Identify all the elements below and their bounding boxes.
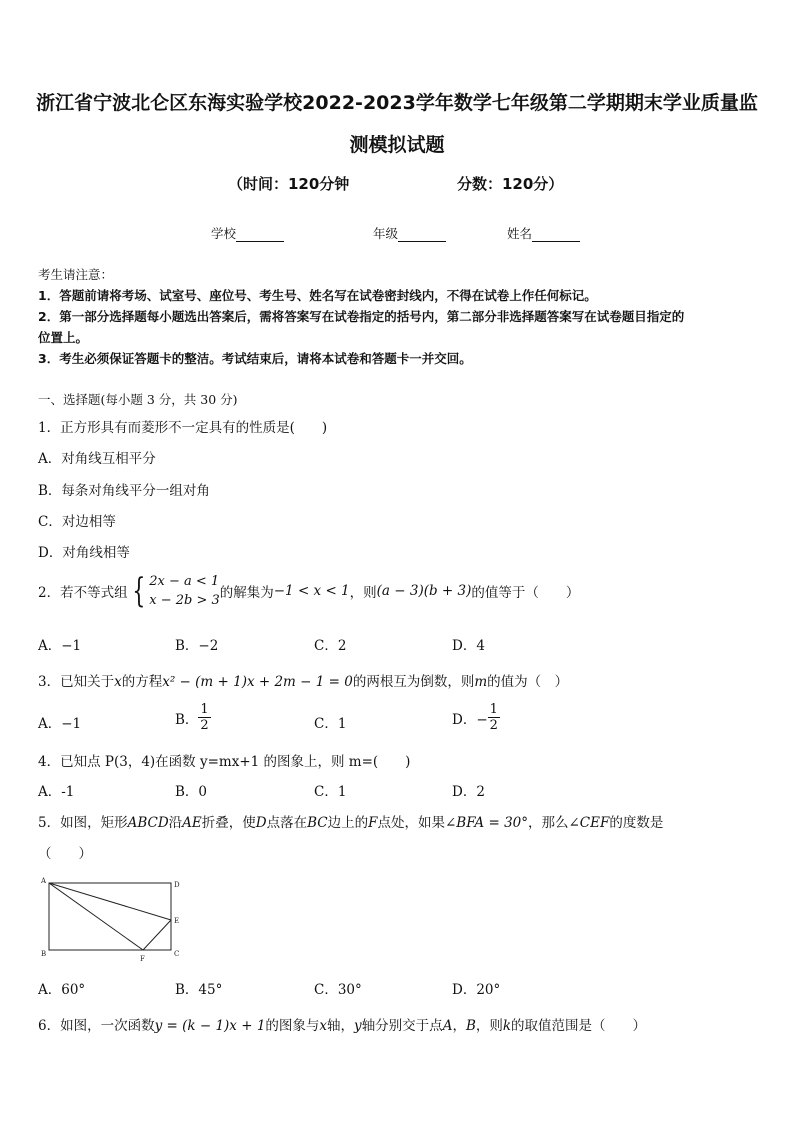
segment-ae: AE — [182, 815, 202, 831]
question-1-option-d: D．对角线相等 — [38, 545, 130, 561]
paper-title-line1: 浙江省宁波北仑区东海实验学校2022-2023学年数学七年级第二学期期末学业质量监 — [36, 92, 758, 114]
label-f: F — [140, 955, 145, 963]
grade-label: 年级 — [373, 226, 399, 241]
question-5-stem — [38, 811, 663, 831]
solution-range: −1 < x < 1 — [273, 583, 350, 599]
question-4-option-b: B．0 — [175, 784, 208, 800]
question-2-stem — [38, 572, 579, 610]
question-3-option-b — [175, 702, 211, 733]
angle-bfa: ∠BFA = 30° — [445, 815, 528, 831]
exam-time: （时间：120分钟 — [228, 175, 350, 193]
question-5-option-b: B．45° — [175, 982, 223, 998]
inequality-system — [149, 572, 220, 610]
school-field — [211, 224, 284, 242]
variable-m: m — [474, 674, 488, 690]
quadratic-equation: x² − (m + 1)x + 2m − 1 = 0 — [162, 674, 353, 690]
name-label: 姓名 — [507, 226, 533, 241]
angle-cef: ∠CEF — [568, 815, 610, 831]
paper-title-line2: 测模拟试题 — [349, 134, 445, 156]
point-d: D — [255, 815, 267, 831]
linear-function: y = (k − 1)x + 1 — [154, 1018, 266, 1034]
question-3-option-c: C．1 — [314, 716, 347, 732]
inequality-2: x − 2b > 3 — [149, 593, 220, 608]
question-4-option-c: C．1 — [314, 784, 347, 800]
denominator: 2 — [200, 718, 209, 733]
segment-bc: BC — [307, 815, 328, 831]
numerator: 1 — [489, 702, 498, 717]
q5-text-b: 沿 — [168, 815, 183, 831]
rectangle-fold-figure — [38, 872, 188, 964]
q5-text-c: 折叠，使 — [201, 815, 256, 831]
question-2-option-d: D．4 — [452, 638, 485, 654]
inequality-1: 2x − a < 1 — [149, 574, 220, 589]
school-blank — [236, 229, 284, 242]
question-4-option-d: D．2 — [452, 784, 485, 800]
question-2-mid: 的解集为 — [219, 585, 274, 601]
question-1-option-a: A．对角线互相平分 — [38, 451, 156, 467]
q5-text-h: 的度数是 — [609, 815, 664, 831]
label-c: C — [174, 950, 180, 958]
question-6-stem — [38, 1014, 646, 1034]
question-2-suffix: 的值等于（ ） — [471, 585, 580, 601]
name-field — [507, 224, 580, 242]
q6-comma: ， — [452, 1018, 466, 1034]
label-b: B — [41, 950, 47, 958]
question-5-option-c: C．30° — [314, 982, 362, 998]
notice-item-1: 1．答题前请将考场、试室号、座位号、考生号、姓名写在试卷密封线内，不得在试卷上作任何标记。 — [38, 288, 597, 303]
q6-text-e: ，则 — [475, 1018, 503, 1034]
question-2-option-c: C．2 — [314, 638, 347, 654]
question-1-option-c: C．对边相等 — [38, 514, 116, 530]
option-d-label: D．− — [452, 711, 488, 728]
notice-item-3: 3．考生必须保证答题卡的整洁。考试结束后，请将本试卷和答题卡一并交回。 — [38, 351, 472, 366]
segment-fe — [143, 920, 171, 950]
q6-text-b: 的图象与 — [265, 1018, 320, 1034]
variable-x: x — [114, 674, 122, 690]
question-3-mid2: 的两根互为倒数，则 — [352, 674, 475, 690]
point-b: B — [465, 1018, 476, 1034]
exam-score: 分数：120分） — [457, 175, 564, 193]
rect-abcd: ABCD — [127, 815, 169, 831]
numerator: 1 — [200, 702, 209, 717]
label-d: D — [174, 881, 180, 889]
q5-text-a: 5．如图，矩形 — [38, 815, 128, 831]
q5-text-f: 点处，如果 — [377, 815, 445, 831]
question-4-option-a: A．-1 — [38, 784, 75, 800]
system-brace: { — [131, 571, 145, 611]
question-2-mid2: ，则 — [349, 585, 377, 601]
question-2-option-a: A．−1 — [38, 638, 82, 654]
question-2-option-b: B．−2 — [175, 638, 219, 654]
question-1-option-b: B．每条对角线平分一组对角 — [38, 483, 210, 499]
grade-field — [373, 224, 446, 242]
q5-text-d: 点落在 — [266, 815, 308, 831]
grade-blank — [398, 229, 446, 242]
question-3-mid: 的方程 — [121, 674, 163, 690]
point-a: A — [442, 1018, 453, 1034]
name-blank — [532, 229, 580, 242]
question-3-stem — [38, 670, 568, 690]
q6-text-c: 轴， — [327, 1018, 355, 1034]
q6-text-f: 的取值范围是（ ） — [511, 1018, 647, 1034]
denominator: 2 — [489, 718, 498, 733]
school-label: 学校 — [211, 226, 237, 241]
q5-text-e: 边上的 — [327, 815, 369, 831]
product-expression: (a − 3)(b + 3) — [376, 583, 472, 599]
notice-heading: 考生请注意： — [38, 267, 114, 282]
section-heading: 一、选择题(每小题 3 分，共 30 分) — [38, 392, 238, 407]
q5-text-g: ，那么 — [528, 815, 569, 831]
question-3-option-a: A．−1 — [38, 716, 82, 732]
fraction-half — [198, 702, 210, 733]
notice-item-2: 2．第一部分选择题每小题选出答案后，需将答案写在试卷指定的括号内，第二部分非选择题答案写在试卷题目指定的 — [38, 309, 685, 324]
point-f: F — [368, 815, 378, 831]
fold-line-ae — [49, 883, 171, 920]
question-1-stem: 1．正方形具有而菱形不一定具有的性质是( ) — [38, 420, 328, 436]
fraction-neg-half — [488, 702, 500, 733]
label-e: E — [174, 917, 180, 925]
q6-text-d: 轴分别交于点 — [361, 1018, 443, 1034]
question-5-option-d: D．20° — [452, 982, 501, 998]
question-3-suffix: 的值为（ ） — [487, 674, 569, 690]
variable-k: k — [502, 1018, 512, 1034]
label-a: A — [41, 877, 47, 885]
question-2-prefix: 2．若不等式组 — [38, 585, 128, 601]
question-4-stem: 4．已知点 P(3，4)在函数 y=mx+1 的图象上，则 m=( ) — [38, 754, 411, 770]
option-b-label: B． — [175, 711, 199, 728]
question-3-option-d — [452, 702, 500, 733]
question-3-prefix: 3．已知关于 — [38, 674, 115, 690]
question-5-option-a: A．60° — [38, 982, 86, 998]
segment-af — [49, 883, 143, 950]
axis-x: x — [319, 1018, 328, 1034]
question-5-paren: （ ） — [38, 846, 92, 862]
q6-text-a: 6．如图，一次函数 — [38, 1018, 155, 1034]
axis-y: y — [354, 1018, 362, 1034]
notice-item-2-cont: 位置上。 — [38, 330, 89, 345]
